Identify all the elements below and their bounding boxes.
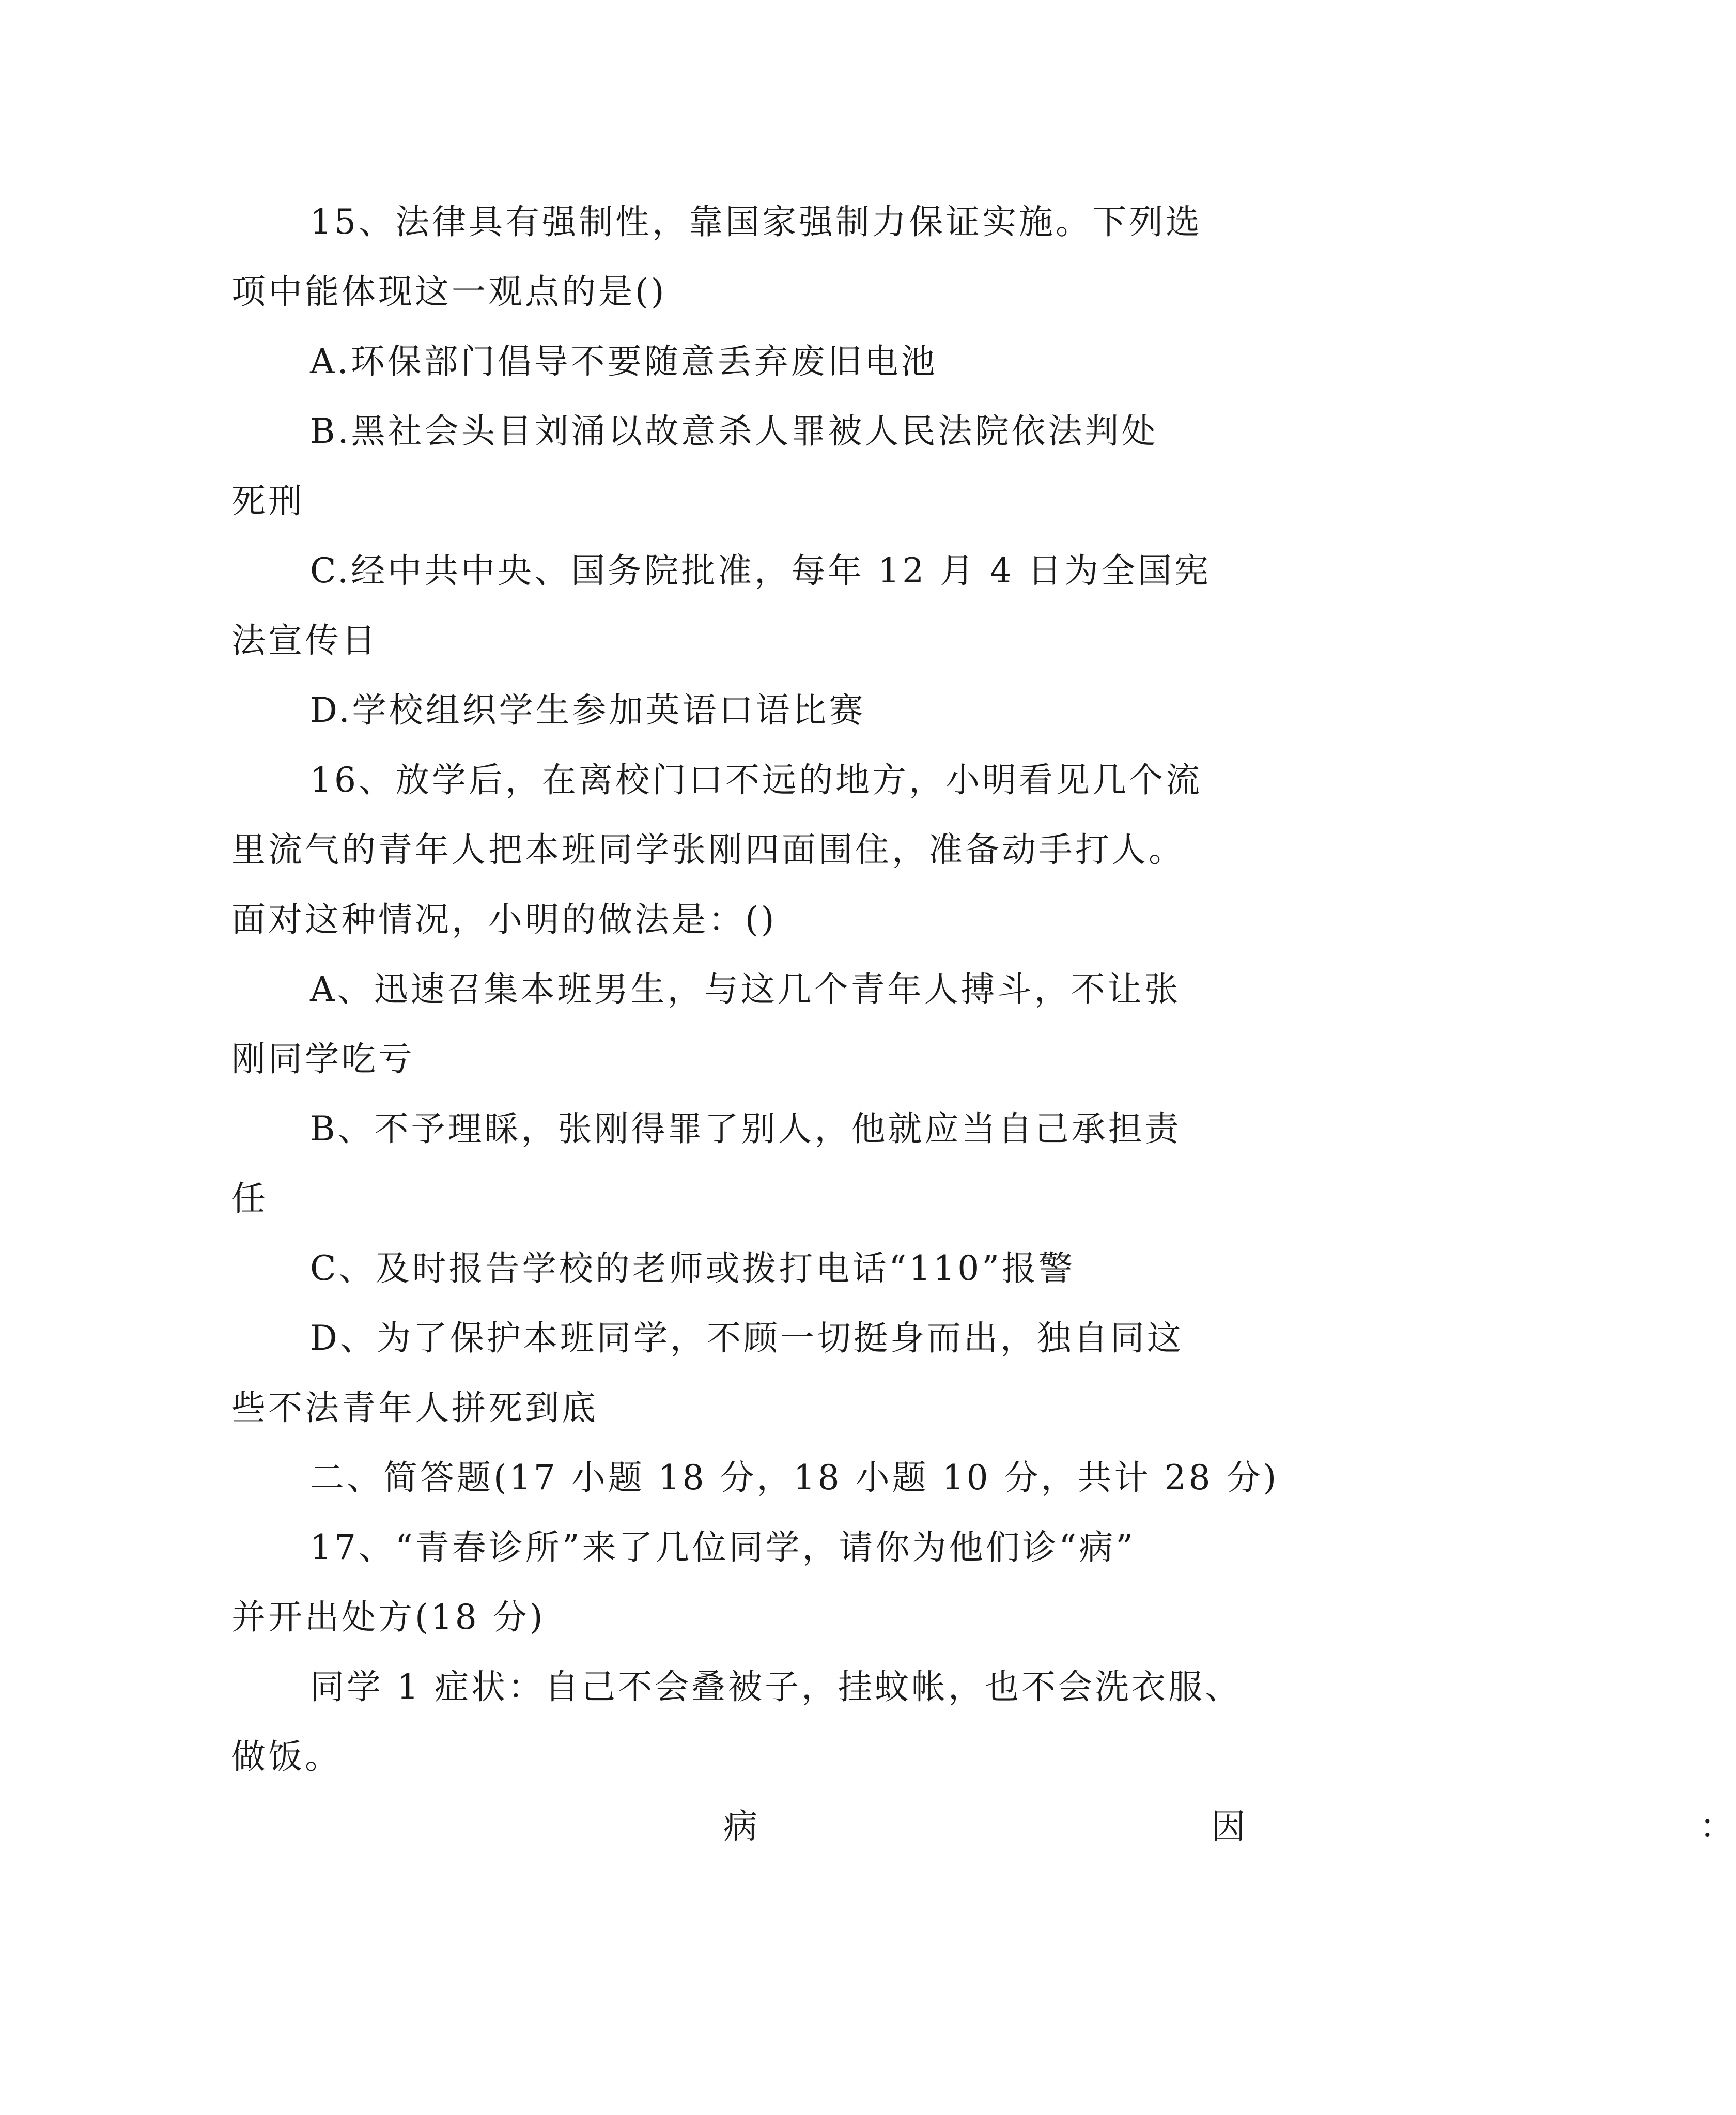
q16-stem-line-1: 16、放学后，在离校门口不远的地方，小明看见几个流 (310, 760, 1202, 800)
q15-stem-line-1: 15、法律具有强制性，靠国家强制力保证实施。下列选 (310, 202, 1202, 242)
cause-colon: ： (1699, 1807, 1736, 1846)
q16-option-a-line-1: A、迅速召集本班男生，与这几个青年人搏斗，不让张 (310, 969, 1181, 1009)
q15-option-b-line-1: B.黑社会头目刘涌以故意杀人罪被人民法院依法判处 (310, 411, 1158, 451)
cause-label-line (723, 1801, 1736, 1852)
q17-stem-line-1: 17、“青春诊所”来了几位同学，请你为他们诊“病” (310, 1527, 1136, 1567)
student-1-symptom-line-1: 同学 1 症状：自己不会叠被子，挂蚊帐，也不会洗衣服、 (310, 1667, 1242, 1707)
q16-stem-line-3: 面对这种情况，小明的做法是：() (231, 900, 777, 939)
q16-option-d-line-2: 些不法青年人拼死到底 (231, 1388, 598, 1428)
cause-char-2: 因 (1211, 1807, 1248, 1846)
q16-option-d-line-1: D、为了保护本班同学，不顾一切挺身而出，独自同这 (310, 1318, 1184, 1358)
section-two-heading: 二、简答题(17 小题 18 分，18 小题 10 分，共计 28 分) (310, 1458, 1279, 1498)
q17-stem-line-2: 并开出处方(18 分) (231, 1597, 546, 1637)
q16-stem-line-2: 里流气的青年人把本班同学张刚四面围住，准备动手打人。 (231, 830, 1185, 870)
q16-option-c: C、及时报告学校的老师或拨打电话“110”报警 (310, 1248, 1075, 1288)
q16-option-a-line-2: 刚同学吃亏 (231, 1039, 415, 1079)
q15-option-a: A.环保部门倡导不要随意丢弃废旧电池 (310, 342, 938, 381)
q15-option-b-line-2: 死刑 (231, 481, 305, 521)
q15-option-d: D.学校组织学生参加英语口语比赛 (310, 690, 866, 730)
q16-option-b-line-2: 任 (231, 1179, 268, 1218)
student-1-symptom-line-2: 做饭。 (231, 1737, 342, 1777)
q16-option-b-line-1: B、不予理睬，张刚得罪了别人，他就应当自己承担责 (310, 1109, 1182, 1149)
cause-char-1: 病 (723, 1807, 760, 1846)
q15-option-c-line-2: 法宣传日 (231, 621, 378, 660)
q15-option-c-line-1: C.经中共中央、国务院批准，每年 12 月 4 日为全国宪 (310, 551, 1212, 591)
q15-stem-line-2: 项中能体现这一观点的是() (231, 272, 667, 312)
